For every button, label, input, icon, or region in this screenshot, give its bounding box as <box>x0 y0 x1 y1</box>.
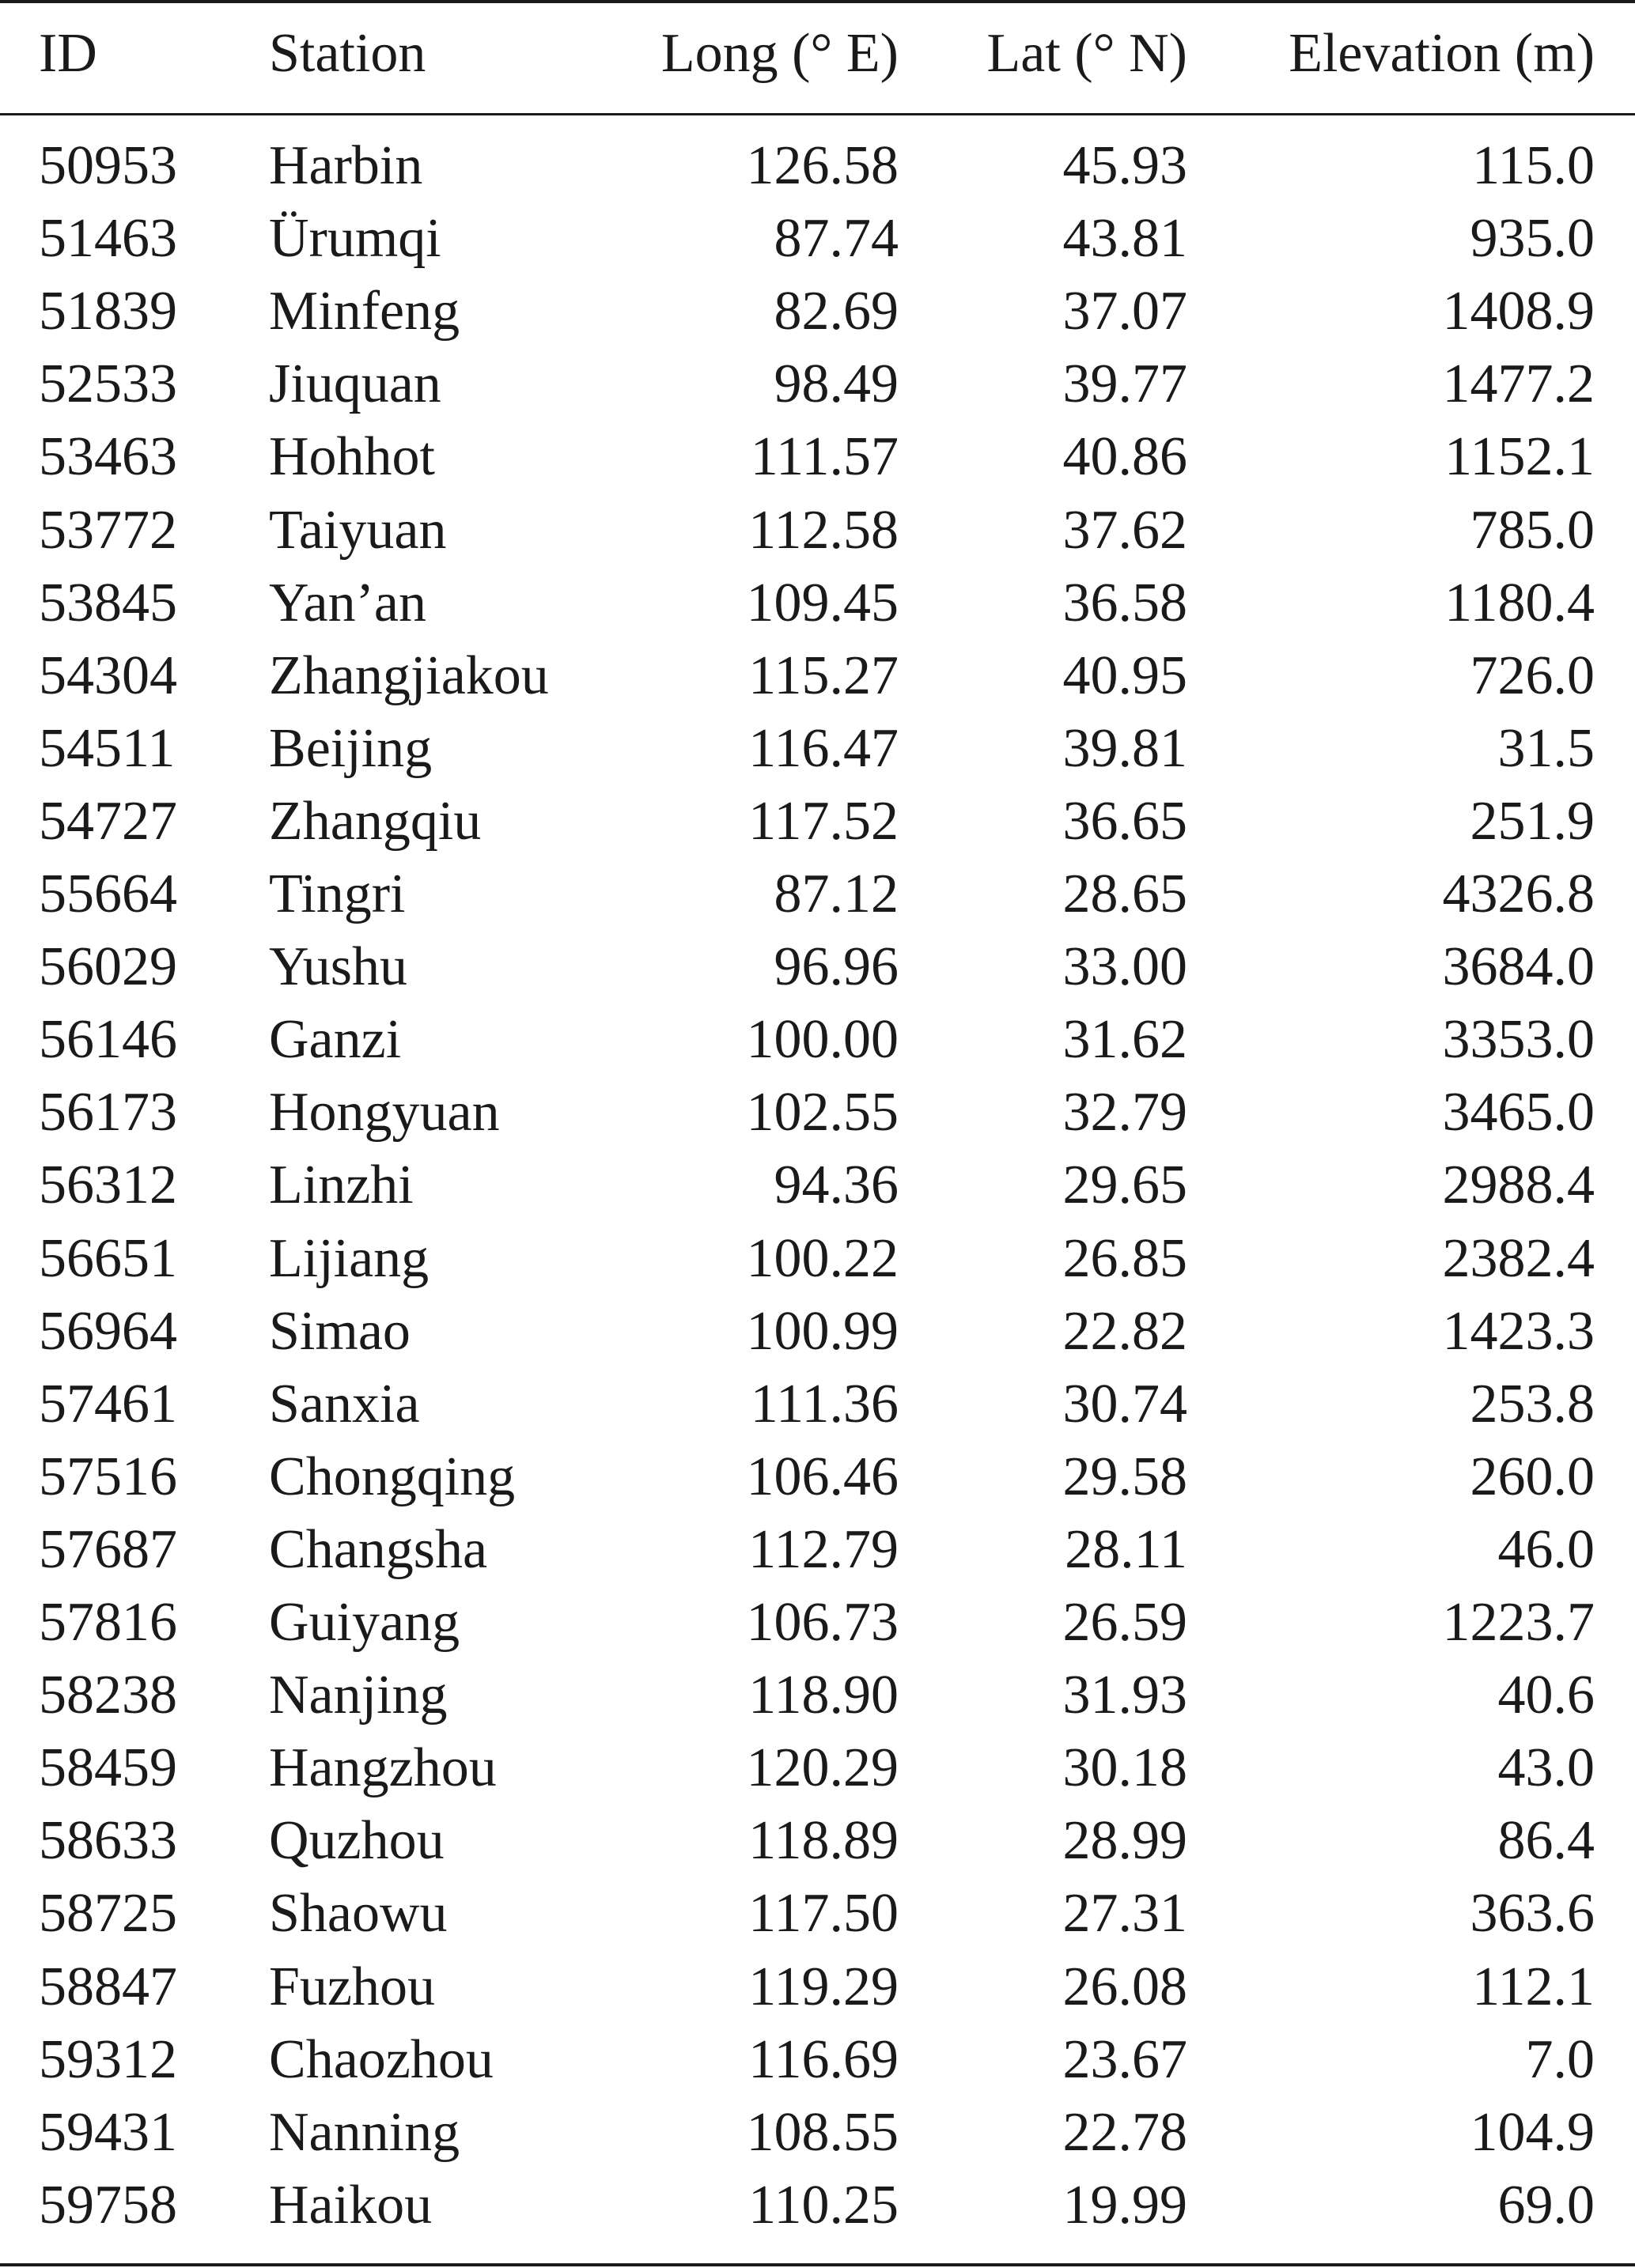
cell-latitude: 40.95 <box>1062 644 1187 706</box>
cell-station: Taiyuan <box>269 499 447 561</box>
cell-longitude: 119.29 <box>748 1956 899 2017</box>
cell-station: Fuzhou <box>269 1956 435 2017</box>
cell-elevation: 31.5 <box>1497 717 1595 779</box>
column-header-longitude: Long (° E) <box>660 23 899 84</box>
cell-elevation: 1408.9 <box>1442 281 1595 342</box>
cell-elevation: 1180.4 <box>1444 572 1595 633</box>
cell-latitude: 19.99 <box>1062 2174 1187 2236</box>
table-row <box>0 2169 1635 2242</box>
cell-station: Hongyuan <box>269 1082 500 1143</box>
table-row <box>0 1732 1635 1805</box>
table-row <box>0 858 1635 931</box>
cell-latitude: 39.81 <box>1062 717 1187 779</box>
cell-id: 56964 <box>39 1300 177 1362</box>
cell-elevation: 46.0 <box>1497 1518 1595 1580</box>
cell-elevation: 69.0 <box>1497 2174 1595 2236</box>
cell-latitude: 28.99 <box>1062 1810 1187 1872</box>
table-row <box>0 130 1635 202</box>
table-row <box>0 713 1635 785</box>
table-row <box>0 2096 1635 2169</box>
cell-latitude: 28.65 <box>1062 864 1187 924</box>
table-row <box>0 202 1635 275</box>
table-row <box>0 494 1635 567</box>
cell-latitude: 40.86 <box>1062 426 1187 488</box>
cell-longitude: 102.55 <box>746 1082 899 1143</box>
cell-longitude: 106.46 <box>746 1446 899 1507</box>
cell-elevation: 4326.8 <box>1442 864 1595 924</box>
cell-latitude: 37.62 <box>1062 499 1187 561</box>
cell-latitude: 26.59 <box>1062 1592 1187 1653</box>
cell-station: Nanjing <box>269 1665 448 1726</box>
cell-latitude: 30.74 <box>1062 1373 1187 1435</box>
cell-latitude: 36.65 <box>1062 790 1187 852</box>
cell-longitude: 126.58 <box>746 135 899 196</box>
cell-id: 57516 <box>39 1446 177 1507</box>
table-row <box>0 1076 1635 1149</box>
cell-station: Ürumqi <box>269 208 441 270</box>
cell-id: 56651 <box>39 1227 177 1289</box>
cell-elevation: 935.0 <box>1470 208 1595 270</box>
cell-elevation: 104.9 <box>1470 2101 1595 2163</box>
cell-id: 57687 <box>39 1518 177 1580</box>
cell-id: 58847 <box>39 1956 177 2017</box>
cell-elevation: 3465.0 <box>1442 1082 1595 1143</box>
cell-id: 56146 <box>39 1009 177 1071</box>
cell-id: 55664 <box>39 864 177 924</box>
table-row <box>0 1441 1635 1514</box>
table-row <box>0 421 1635 493</box>
cell-longitude: 87.74 <box>774 208 899 270</box>
cell-station: Quzhou <box>269 1810 445 1872</box>
cell-longitude: 109.45 <box>746 572 899 633</box>
cell-id: 51839 <box>39 281 177 342</box>
cell-longitude: 98.49 <box>774 353 899 415</box>
cell-elevation: 726.0 <box>1470 644 1595 706</box>
cell-latitude: 29.65 <box>1062 1155 1187 1216</box>
cell-station: Changsha <box>269 1518 488 1580</box>
cell-elevation: 1152.1 <box>1444 426 1595 488</box>
cell-elevation: 363.6 <box>1470 1883 1595 1945</box>
cell-station: Zhangjiakou <box>269 644 549 706</box>
cell-latitude: 26.85 <box>1062 1227 1187 1289</box>
cell-latitude: 26.08 <box>1062 1956 1187 2017</box>
cell-longitude: 110.25 <box>748 2174 899 2236</box>
cell-elevation: 785.0 <box>1470 499 1595 561</box>
cell-latitude: 32.79 <box>1062 1082 1187 1143</box>
cell-id: 57816 <box>39 1592 177 1653</box>
cell-station: Lijiang <box>269 1227 430 1289</box>
cell-longitude: 96.96 <box>774 936 899 998</box>
cell-longitude: 111.57 <box>750 426 899 488</box>
cell-id: 52533 <box>39 353 177 415</box>
cell-latitude: 27.31 <box>1062 1883 1187 1945</box>
cell-longitude: 117.50 <box>748 1883 899 1945</box>
cell-latitude: 31.62 <box>1062 1009 1187 1071</box>
cell-longitude: 118.90 <box>748 1665 899 1726</box>
cell-latitude: 43.81 <box>1062 208 1187 270</box>
cell-id: 51463 <box>39 208 177 270</box>
table-header-rule <box>0 113 1635 115</box>
table-row <box>0 1004 1635 1076</box>
table-row <box>0 275 1635 348</box>
cell-latitude: 22.82 <box>1062 1300 1187 1362</box>
cell-id: 53845 <box>39 572 177 633</box>
cell-latitude: 39.77 <box>1062 353 1187 415</box>
table-bottom-rule <box>0 2263 1635 2266</box>
cell-elevation: 251.9 <box>1470 790 1595 852</box>
table-row <box>0 1223 1635 1295</box>
cell-id: 54727 <box>39 790 177 852</box>
cell-id: 50953 <box>39 135 177 196</box>
cell-longitude: 108.55 <box>746 2101 899 2163</box>
cell-station: Sanxia <box>269 1373 420 1435</box>
cell-elevation: 1423.3 <box>1442 1300 1595 1362</box>
cell-station: Guiyang <box>269 1592 460 1653</box>
cell-elevation: 40.6 <box>1497 1665 1595 1726</box>
table-top-rule <box>0 0 1635 3</box>
cell-station: Hangzhou <box>269 1737 497 1799</box>
cell-longitude: 116.69 <box>748 2028 899 2090</box>
table-row <box>0 567 1635 640</box>
cell-id: 56312 <box>39 1155 177 1216</box>
table-row <box>0 640 1635 713</box>
column-header-elevation: Elevation (m) <box>1289 23 1595 84</box>
cell-station: Yan’an <box>269 572 426 633</box>
cell-station: Minfeng <box>269 281 460 342</box>
cell-longitude: 116.47 <box>748 717 899 779</box>
cell-id: 58459 <box>39 1737 177 1799</box>
table-row <box>0 1368 1635 1441</box>
cell-station: Jiuquan <box>269 353 441 415</box>
column-header-station: Station <box>269 23 426 84</box>
table-row <box>0 1586 1635 1659</box>
cell-latitude: 30.18 <box>1062 1737 1187 1799</box>
cell-longitude: 115.27 <box>748 644 899 706</box>
cell-station: Yushu <box>269 936 408 998</box>
cell-station: Nanning <box>269 2101 460 2163</box>
cell-station: Beijing <box>269 717 433 779</box>
cell-id: 56173 <box>39 1082 177 1143</box>
cell-elevation: 115.0 <box>1472 135 1595 196</box>
table-row <box>0 348 1635 421</box>
cell-station: Chongqing <box>269 1446 516 1507</box>
cell-latitude: 28.11 <box>1065 1518 1187 1580</box>
cell-id: 58725 <box>39 1883 177 1945</box>
cell-station: Ganzi <box>269 1009 402 1071</box>
cell-elevation: 43.0 <box>1497 1737 1595 1799</box>
cell-latitude: 22.78 <box>1062 2101 1187 2163</box>
cell-longitude: 100.22 <box>746 1227 899 1289</box>
cell-elevation: 253.8 <box>1470 1373 1595 1435</box>
cell-id: 54511 <box>39 717 176 779</box>
cell-id: 54304 <box>39 644 177 706</box>
cell-elevation: 2988.4 <box>1442 1155 1595 1216</box>
cell-id: 58238 <box>39 1665 177 1726</box>
column-header-latitude: Lat (° N) <box>986 23 1187 84</box>
cell-longitude: 100.00 <box>746 1009 899 1071</box>
table-row <box>0 1951 1635 2024</box>
cell-id: 59431 <box>39 2101 177 2163</box>
cell-id: 56029 <box>39 936 177 998</box>
cell-elevation: 112.1 <box>1472 1956 1595 2017</box>
table-row <box>0 1659 1635 1732</box>
cell-longitude: 82.69 <box>774 281 899 342</box>
cell-station: Hohhot <box>269 426 435 488</box>
table-row <box>0 785 1635 858</box>
cell-longitude: 112.79 <box>748 1518 899 1580</box>
cell-elevation: 3353.0 <box>1442 1009 1595 1071</box>
cell-id: 53463 <box>39 426 177 488</box>
table-row <box>0 1877 1635 1950</box>
cell-id: 53772 <box>39 499 177 561</box>
table-row <box>0 1805 1635 1877</box>
cell-longitude: 112.58 <box>748 499 899 561</box>
cell-station: Tingri <box>269 864 406 924</box>
cell-id: 58633 <box>39 1810 177 1872</box>
cell-latitude: 33.00 <box>1062 936 1187 998</box>
table-row <box>0 931 1635 1004</box>
cell-longitude: 117.52 <box>748 790 899 852</box>
cell-station: Chaozhou <box>269 2028 494 2090</box>
cell-elevation: 86.4 <box>1497 1810 1595 1872</box>
cell-station: Linzhi <box>269 1155 414 1216</box>
cell-latitude: 37.07 <box>1062 281 1187 342</box>
cell-id: 57461 <box>39 1373 177 1435</box>
cell-station: Harbin <box>269 135 423 196</box>
cell-longitude: 100.99 <box>746 1300 899 1362</box>
cell-longitude: 111.36 <box>750 1373 899 1435</box>
cell-latitude: 36.58 <box>1062 572 1187 633</box>
cell-elevation: 3684.0 <box>1442 936 1595 998</box>
cell-latitude: 29.58 <box>1062 1446 1187 1507</box>
table-row <box>0 1295 1635 1368</box>
table-row <box>0 1149 1635 1222</box>
cell-elevation: 260.0 <box>1470 1446 1595 1507</box>
cell-latitude: 23.67 <box>1062 2028 1187 2090</box>
cell-latitude: 31.93 <box>1062 1665 1187 1726</box>
table-header-row <box>0 17 1635 90</box>
column-header-id: ID <box>39 23 97 84</box>
cell-station: Shaowu <box>269 1883 448 1945</box>
cell-id: 59758 <box>39 2174 177 2236</box>
cell-longitude: 118.89 <box>748 1810 899 1872</box>
cell-station: Simao <box>269 1300 411 1362</box>
table-row <box>0 1514 1635 1586</box>
cell-latitude: 45.93 <box>1062 135 1187 196</box>
cell-longitude: 106.73 <box>746 1592 899 1653</box>
cell-station: Zhangqiu <box>269 790 482 852</box>
cell-id: 59312 <box>39 2028 177 2090</box>
cell-longitude: 87.12 <box>774 864 899 924</box>
cell-elevation: 7.0 <box>1525 2028 1595 2090</box>
cell-longitude: 120.29 <box>746 1737 899 1799</box>
cell-elevation: 1477.2 <box>1442 353 1595 415</box>
cell-longitude: 94.36 <box>774 1155 899 1216</box>
cell-station: Haikou <box>269 2174 433 2236</box>
cell-elevation: 2382.4 <box>1442 1227 1595 1289</box>
cell-elevation: 1223.7 <box>1442 1592 1595 1653</box>
table-row <box>0 2024 1635 2096</box>
